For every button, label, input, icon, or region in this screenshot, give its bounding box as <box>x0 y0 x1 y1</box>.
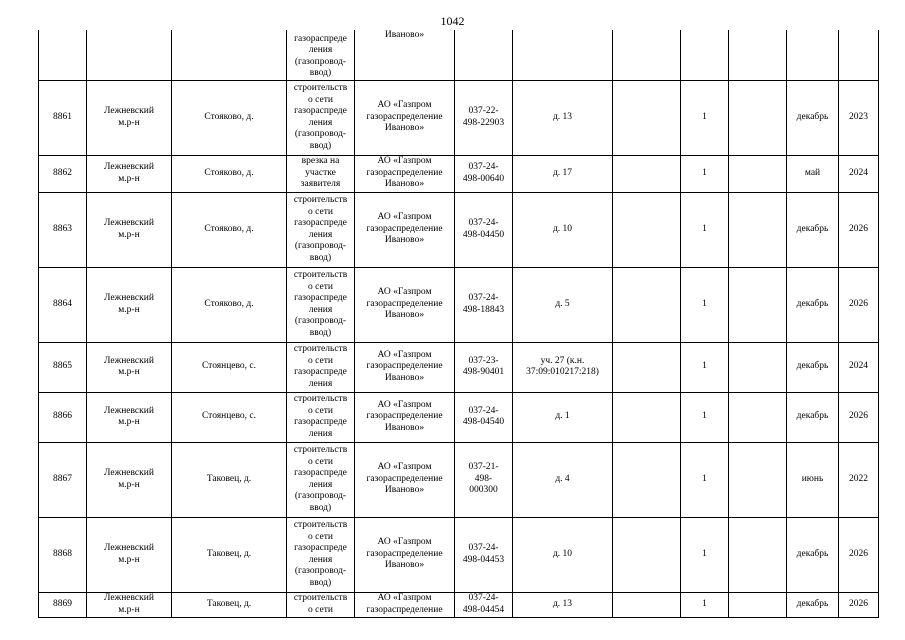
table-row <box>39 155 879 192</box>
table-row <box>39 442 879 517</box>
cell-year: 2022 <box>839 442 879 517</box>
cell-district: Лежневский м.р-н <box>87 192 172 267</box>
cell-settlement: Стоянцево, с. <box>172 392 287 442</box>
cell-settlement: Стояково, д. <box>172 192 287 267</box>
cell-num: 8866 <box>39 392 87 442</box>
cell-work: строительств о сети газораспреде ления (газопровод- ввод) <box>287 267 355 342</box>
cell-num: 8869 <box>39 592 87 617</box>
cell-col10 <box>729 267 787 342</box>
cell-operator: АО «Газпром газораспределение Иваново» <box>355 267 455 342</box>
cell-col10 <box>729 592 787 617</box>
cell-address: уч. 27 (к.н. 37:09:010217:218) <box>513 342 613 392</box>
cell-col10 <box>729 517 787 592</box>
page-number: 1042 <box>440 14 465 28</box>
cell-district: Лежневский м.р-н <box>87 155 172 192</box>
cell-col10 <box>729 155 787 192</box>
cell-col8 <box>613 192 681 267</box>
cell-address: д. 13 <box>513 592 613 617</box>
cell-operator: АО «Газпром газораспределение Иваново» <box>355 192 455 267</box>
table-row <box>39 342 879 392</box>
cell-year: 2023 <box>839 80 879 155</box>
cell-district: Лежневский м.р-н <box>87 442 172 517</box>
cell-code: 037-24- 498-18843 <box>455 267 513 342</box>
table-row <box>39 392 879 442</box>
cell-operator: АО «Газпром газораспределение <box>355 592 455 617</box>
cell-num: 8861 <box>39 80 87 155</box>
cell-code: 037-24- 498-00640 <box>455 155 513 192</box>
cell-settlement: Стояково, д. <box>172 155 287 192</box>
cell-col10 <box>729 80 787 155</box>
registry-table <box>38 30 879 618</box>
cell-col10 <box>729 192 787 267</box>
cell-operator: АО «Газпром газораспределение Иваново» <box>355 392 455 442</box>
table-row <box>39 592 879 617</box>
cell-num <box>39 30 87 80</box>
cell-col10 <box>729 392 787 442</box>
cell-col8 <box>613 155 681 192</box>
cell-year: 2026 <box>839 192 879 267</box>
cell-qty: 1 <box>681 267 729 342</box>
cell-month: июнь <box>787 442 839 517</box>
cell-month: декабрь <box>787 192 839 267</box>
cell-year: 2024 <box>839 342 879 392</box>
cell-qty: 1 <box>681 442 729 517</box>
cell-code: 037-24- 498-04454 <box>455 592 513 617</box>
cell-month: декабрь <box>787 342 839 392</box>
cell-col8 <box>613 592 681 617</box>
cell-code: 037-24- 498-04450 <box>455 192 513 267</box>
cell-col8 <box>613 342 681 392</box>
cell-settlement: Таковец, д. <box>172 517 287 592</box>
table-row-partial <box>39 30 879 80</box>
cell-col8 <box>613 442 681 517</box>
cell-work: строительств о сети газораспреде ления (газопровод- ввод) <box>287 517 355 592</box>
cell-address <box>513 30 613 80</box>
cell-qty: 1 <box>681 392 729 442</box>
cell-operator: АО «Газпром газораспределение Иваново» <box>355 517 455 592</box>
cell-settlement: Стояково, д. <box>172 267 287 342</box>
cell-code: 037-24- 498-04540 <box>455 392 513 442</box>
cell-month: декабрь <box>787 80 839 155</box>
cell-code: 037-21- 498- 000300 <box>455 442 513 517</box>
cell-operator: АО «Газпром газораспределение Иваново» <box>355 442 455 517</box>
cell-year: 2026 <box>839 517 879 592</box>
cell-qty <box>681 30 729 80</box>
cell-qty: 1 <box>681 342 729 392</box>
table-row <box>39 517 879 592</box>
cell-num: 8863 <box>39 192 87 267</box>
table-row <box>39 267 879 342</box>
cell-month <box>787 30 839 80</box>
cell-num: 8862 <box>39 155 87 192</box>
cell-month: декабрь <box>787 517 839 592</box>
cell-work: строительств о сети газораспреде ления <box>287 392 355 442</box>
cell-district <box>87 30 172 80</box>
cell-address: д. 4 <box>513 442 613 517</box>
cell-settlement <box>172 30 287 80</box>
cell-operator: АО «Газпром газораспределение Иваново» <box>355 342 455 392</box>
cell-month: декабрь <box>787 392 839 442</box>
cell-district: Лежневский м.р-н <box>87 517 172 592</box>
cell-district: Лежневский м.р-н <box>87 342 172 392</box>
table-row <box>39 192 879 267</box>
cell-qty: 1 <box>681 80 729 155</box>
cell-district: Лежневский м.р-н <box>87 592 172 617</box>
cell-code: 037-22- 498-22903 <box>455 80 513 155</box>
cell-year: 2024 <box>839 155 879 192</box>
cell-num: 8864 <box>39 267 87 342</box>
cell-work: врезка на участке заявителя <box>287 155 355 192</box>
cell-num: 8867 <box>39 442 87 517</box>
cell-col10 <box>729 30 787 80</box>
cell-year <box>839 30 879 80</box>
cell-district: Лежневский м.р-н <box>87 267 172 342</box>
cell-work: строительств о сети газораспреде ления <box>287 342 355 392</box>
cell-year: 2026 <box>839 392 879 442</box>
cell-month: май <box>787 155 839 192</box>
cell-settlement: Таковец, д. <box>172 592 287 617</box>
cell-address: д. 10 <box>513 517 613 592</box>
cell-col8 <box>613 392 681 442</box>
cell-qty: 1 <box>681 192 729 267</box>
cell-district: Лежневский м.р-н <box>87 392 172 442</box>
cell-address: д. 1 <box>513 392 613 442</box>
cell-code <box>455 30 513 80</box>
cell-work: строительств о сети <box>287 592 355 617</box>
cell-operator: Иваново» <box>355 30 455 80</box>
cell-code: 037-24- 498-04453 <box>455 517 513 592</box>
cell-settlement: Стояково, д. <box>172 80 287 155</box>
cell-col8 <box>613 517 681 592</box>
cell-address: д. 5 <box>513 267 613 342</box>
cell-settlement: Таковец, д. <box>172 442 287 517</box>
cell-address: д. 10 <box>513 192 613 267</box>
cell-col8 <box>613 267 681 342</box>
cell-col8 <box>613 80 681 155</box>
cell-work: строительств о сети газораспреде ления (газопровод- ввод) <box>287 80 355 155</box>
cell-qty: 1 <box>681 517 729 592</box>
cell-work: газораспреде ления (газопровод- ввод) <box>287 30 355 80</box>
cell-code: 037-23- 498-90401 <box>455 342 513 392</box>
cell-num: 8868 <box>39 517 87 592</box>
cell-year: 2026 <box>839 592 879 617</box>
cell-settlement: Стоянцево, с. <box>172 342 287 392</box>
cell-num: 8865 <box>39 342 87 392</box>
registry-body <box>39 30 879 617</box>
cell-address: д. 17 <box>513 155 613 192</box>
cell-qty: 1 <box>681 155 729 192</box>
cell-operator: АО «Газпром газораспределение Иваново» <box>355 155 455 192</box>
table-row <box>39 80 879 155</box>
cell-col10 <box>729 442 787 517</box>
cell-qty: 1 <box>681 592 729 617</box>
cell-district: Лежневский м.р-н <box>87 80 172 155</box>
cell-work: строительств о сети газораспреде ления (газопровод- ввод) <box>287 442 355 517</box>
cell-year: 2026 <box>839 267 879 342</box>
cell-month: декабрь <box>787 592 839 617</box>
cell-work: строительств о сети газораспреде ления (газопровод- ввод) <box>287 192 355 267</box>
cell-col10 <box>729 342 787 392</box>
cell-address: д. 13 <box>513 80 613 155</box>
cell-month: декабрь <box>787 267 839 342</box>
cell-col8 <box>613 30 681 80</box>
cell-operator: АО «Газпром газораспределение Иваново» <box>355 80 455 155</box>
